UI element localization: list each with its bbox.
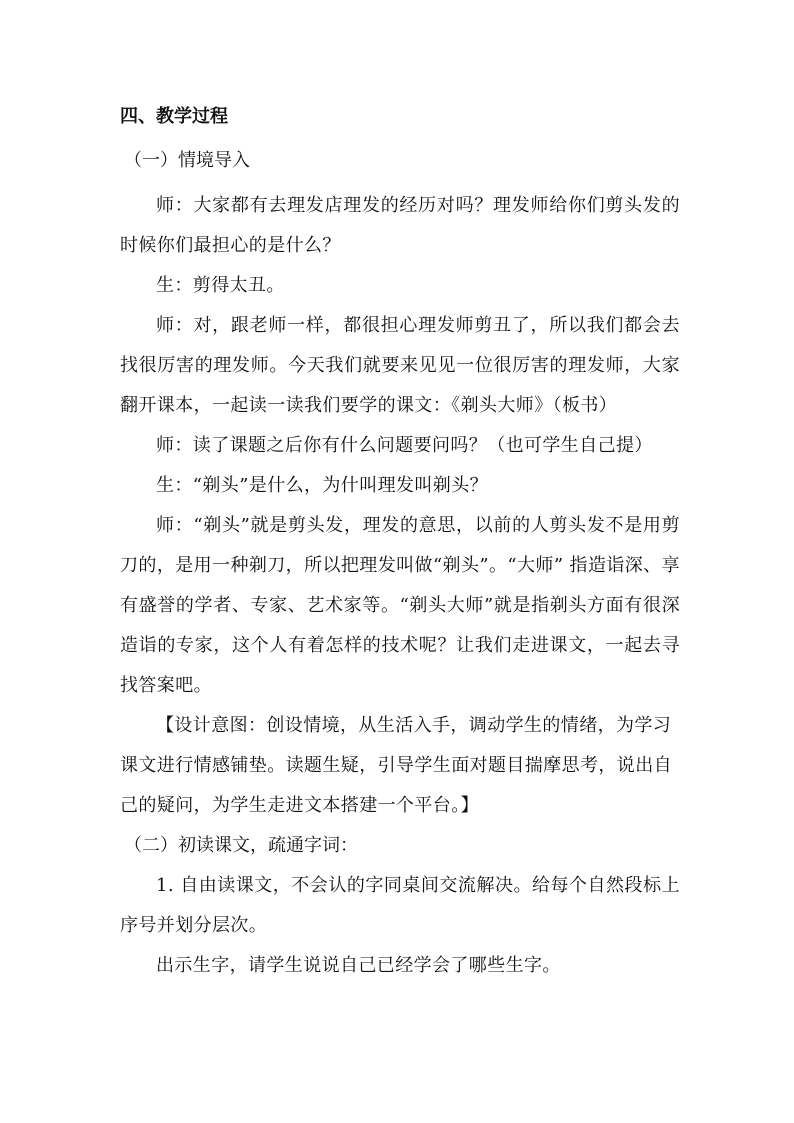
paragraph-student-answer: 生：剪得太丑。 xyxy=(156,275,285,296)
paragraph-teacher-explain: 师：“剃头”就是剪头发，理发的意思，以前的人剪头发不是用剪刀的，是用一种剃刀，所以把理发叫做“剃头”。“大师” 指造诣深、享有盛誉的学者、专家、艺术家等。“剃头大师”就是指剃头方面有很深造诣的专家，这个人有着怎样的技术呢？让我们走进课文，一起去寻找答案吧。 xyxy=(120,515,680,696)
paragraph-teacher-intro: 师：对，跟老师一样，都很担心理发师剪丑了，所以我们都会去找很厉害的理发师。今天我们就要来见见一位很厉害的理发师，大家翻开课本，一起读一读我们要学的课文：《剃头大师》（板书） xyxy=(120,315,680,416)
paragraph-teacher-question: 师：大家都有去理发店理发的经历对吗？理发师给你们剪头发的时候你们最担心的是什么？ xyxy=(120,195,680,256)
document-body xyxy=(120,100,680,986)
paragraph-show-characters: 出示生字，请学生说说自己已经学会了哪些生字。 xyxy=(156,955,561,976)
subsection-title-situation: （一）情境导入 xyxy=(124,150,250,171)
paragraph-teacher-ask: 师：读了课题之后你有什么问题要问吗？（也可学生自己提） xyxy=(156,435,653,456)
section-heading: 四、教学过程 xyxy=(120,106,228,127)
paragraph-student-question: 生：“剃头”是什么，为什叫理发叫剃头？ xyxy=(156,475,489,496)
design-intent-note: 【设计意图：创设情境，从生活入手，调动学生的情绪，为学习课文进行情感铺垫。读题生疑，引导学生面对题目揣摩思考，说出自己的疑问，为学生走进文本搭建一个平台。】 xyxy=(120,715,672,816)
subsection-title-reading: （二）初读课文，疏通字词： xyxy=(124,835,358,856)
paragraph-step-one: 1. 自由读课文，不会认的字同桌间交流解决。给每个自然段标上序号并划分层次。 xyxy=(120,875,680,936)
